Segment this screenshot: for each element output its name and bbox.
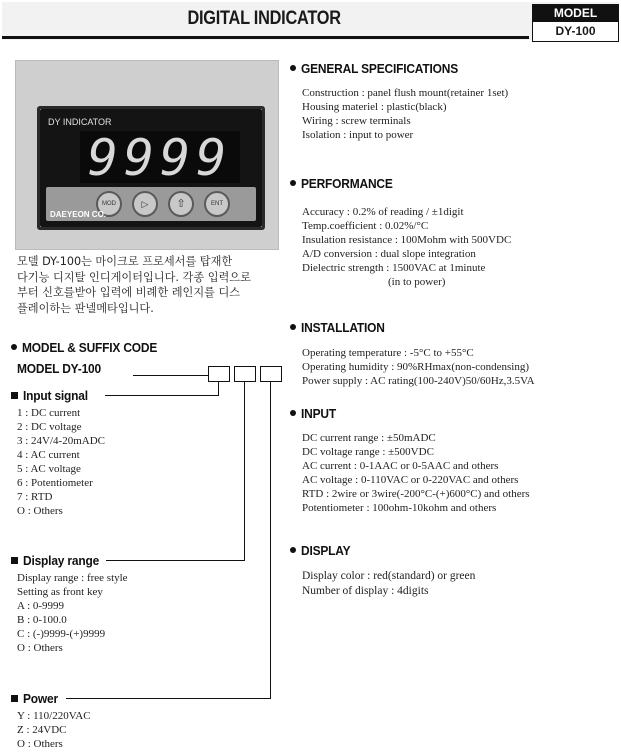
list-item: Operating humidity : 90%RHmax(non-condensing): [302, 361, 529, 373]
header-rule: [2, 36, 529, 39]
power-list: [17, 709, 91, 751]
performance-list: [302, 205, 511, 289]
list-item: Construction : panel flush mount(retainer 1set): [302, 87, 509, 99]
list-item: Wiring : screw terminals: [302, 115, 411, 127]
bullet-icon: [290, 65, 296, 71]
korean-description: [17, 254, 279, 316]
bullet-icon: [290, 410, 296, 416]
input-list: [302, 431, 530, 515]
device-brand-label: DY INDICATOR: [48, 117, 112, 127]
list-item: 2 : DC voltage: [17, 421, 82, 433]
general-specs-heading: GENERAL SPECIFICATIONS: [290, 61, 472, 76]
list-item: 7 : RTD: [17, 491, 53, 503]
list-item: 3 : 24V/4-20mADC: [17, 435, 105, 447]
square-bullet-icon: [11, 695, 18, 702]
input-signal-heading: Input signal: [11, 388, 94, 403]
display-connector-v: [244, 382, 245, 561]
list-item: 4 : AC current: [17, 449, 80, 461]
list-item: B : 0-100.0: [17, 614, 67, 626]
installation-heading: INSTALLATION: [290, 320, 392, 335]
list-item: A : 0-9999: [17, 600, 65, 612]
code-box-display: [234, 366, 256, 382]
list-item: Z : 24VDC: [17, 724, 67, 736]
display-range-list: [17, 571, 128, 655]
general-specs-list: [302, 86, 508, 142]
list-item: O : Others: [17, 738, 63, 750]
code-box-power: [260, 366, 282, 382]
list-item: AC voltage : 0-110VAC or 0-220VAC and others: [302, 474, 519, 486]
square-bullet-icon: [11, 392, 18, 399]
bullet-icon: [290, 180, 296, 186]
list-item: Display color : red(standard) or green: [302, 570, 476, 582]
list-item: DC current range : ±50mADC: [302, 432, 436, 444]
list-item: Housing materiel : plastic(black): [302, 101, 447, 113]
list-item: Temp.coefficient : 0.02%/°C: [302, 220, 429, 232]
list-item: Power supply : AC rating(100-240V)50/60Hz,3.5VA: [302, 375, 535, 387]
korean-line: 플레이하는 판넬메타입니다.: [17, 301, 154, 315]
model-line: MODEL DY-100: [17, 361, 101, 376]
list-item: Insulation resistance : 100Mohm with 500VDC: [302, 234, 512, 246]
device-keypad: [46, 187, 256, 221]
korean-line: 다기능 디지탈 인디게이터입니다. 각종 입력으로: [17, 270, 251, 284]
input-connector-v: [218, 382, 219, 396]
power-heading: Power: [11, 691, 61, 706]
mod-key: MOD: [96, 191, 122, 217]
model-label: MODEL: [533, 5, 618, 22]
list-item: Isolation : input to power: [302, 129, 414, 141]
list-item: 1 : DC current: [17, 407, 81, 419]
display-list: [302, 569, 475, 599]
installation-list: [302, 346, 535, 388]
list-item: Operating temperature : -5°C to +55°C: [302, 347, 474, 359]
list-item: 6 : Potentiometer: [17, 477, 93, 489]
page-title: DIGITAL INDICATOR: [187, 8, 342, 29]
display-range-heading: Display range: [11, 553, 106, 568]
korean-line: 모델 DY-100는 마이크로 프로세서를 탑재한: [17, 255, 233, 268]
code-box-input: [208, 366, 230, 382]
list-item: Accuracy : 0.2% of reading / ±1digit: [302, 206, 464, 218]
input-signal-list: [17, 406, 105, 518]
list-item: Setting as front key: [17, 586, 103, 598]
shift-key: ▷: [132, 191, 158, 217]
list-item: 5 : AC voltage: [17, 463, 81, 475]
device-screen: [80, 129, 240, 187]
korean-line: 부터 신호를받아 입력에 비례한 레인지를 디스: [17, 286, 241, 299]
model-connector: [133, 375, 208, 376]
page-header: [2, 2, 619, 40]
display-connector-h: [106, 560, 245, 561]
list-item: Number of display : 4digits: [302, 585, 429, 597]
device-maker-label: DAEYEON CO.: [50, 210, 107, 219]
list-item: Dielectric strength : 1500VAC at 1minute: [302, 262, 486, 274]
list-item: DC voltage range : ±500VDC: [302, 446, 434, 458]
bullet-icon: [11, 344, 17, 350]
model-box: [532, 4, 619, 42]
list-item: RTD : 2wire or 3wire(-200°C-(+)600°C) and others: [302, 488, 530, 500]
up-key: ⇧: [168, 191, 194, 217]
device-digits: 9999: [87, 129, 233, 187]
product-photo: [15, 60, 279, 250]
list-item: Potentiometer : 100ohm-10kohm and others: [302, 502, 497, 514]
power-connector-v: [270, 382, 271, 699]
list-item: O : Others: [17, 642, 63, 654]
input-heading: INPUT: [290, 406, 339, 421]
list-item: Display range : free style: [17, 572, 128, 584]
input-connector-h: [105, 395, 219, 396]
ent-key: ENT: [204, 191, 230, 217]
indicator-device: [40, 109, 262, 227]
list-item: C : (-)9999-(+)9999: [17, 628, 106, 640]
list-item: AC current : 0-1AAC or 0-5AAC and others: [302, 460, 499, 472]
bullet-icon: [290, 547, 296, 553]
list-item: O : Others: [17, 505, 63, 517]
list-item: A/D conversion : dual slope integration: [302, 248, 476, 260]
power-connector-h: [66, 698, 271, 699]
model-value: DY-100: [555, 24, 596, 38]
square-bullet-icon: [11, 557, 18, 564]
performance-heading: PERFORMANCE: [290, 176, 401, 191]
bullet-icon: [290, 324, 296, 330]
list-item: Y : 110/220VAC: [17, 710, 91, 722]
list-item: (in to power): [388, 276, 446, 288]
model-suffix-heading: MODEL & SUFFIX CODE: [11, 340, 169, 355]
display-heading: DISPLAY: [290, 543, 355, 558]
